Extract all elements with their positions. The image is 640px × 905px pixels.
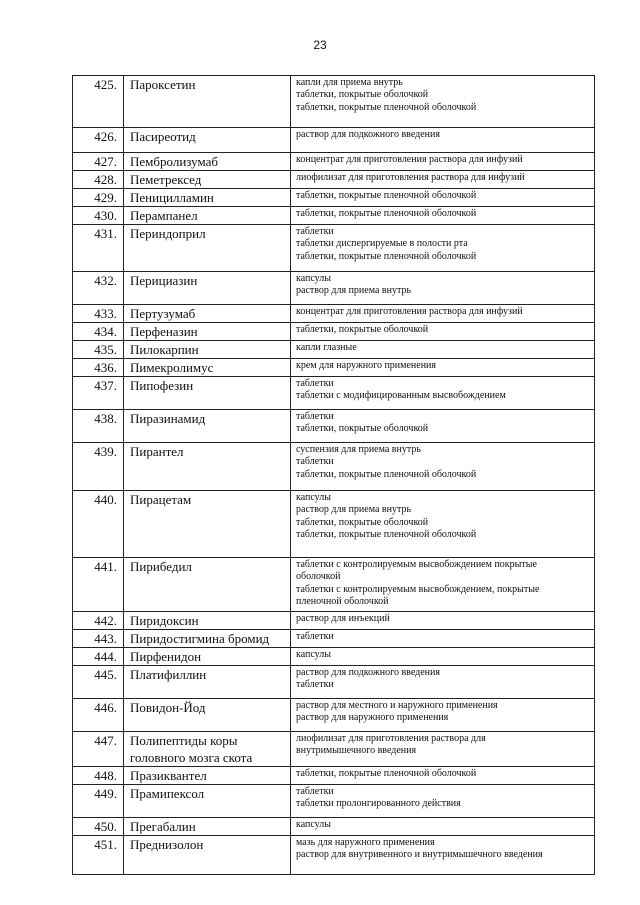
drug-name: Пеметрексед xyxy=(124,171,291,189)
table-row xyxy=(73,732,595,767)
dosage-forms-cell xyxy=(291,377,595,410)
table-row xyxy=(73,836,595,875)
dosage-forms-cell xyxy=(291,732,595,767)
drug-name: Пембролизумаб xyxy=(124,153,291,171)
dosage-form: таблетки xyxy=(296,456,334,468)
drug-name: Пирибедил xyxy=(124,558,291,612)
table-row xyxy=(73,558,595,612)
dosage-forms-cell xyxy=(291,558,595,612)
dosage-form: таблетки, покрытые пленочной оболочкой xyxy=(296,250,477,262)
dosage-form: таблетки диспергируемые в полости рта xyxy=(296,238,468,250)
dosage-forms-cell xyxy=(291,666,595,699)
row-number: 445. xyxy=(73,666,124,699)
dosage-form: таблетки, покрытые оболочкой xyxy=(296,516,429,528)
table-row xyxy=(73,305,595,323)
row-number: 425. xyxy=(73,76,124,128)
row-number: 437. xyxy=(73,377,124,410)
table-row xyxy=(73,410,595,443)
row-number: 449. xyxy=(73,785,124,818)
dosage-form: таблетки, покрытые оболочкой xyxy=(296,324,429,335)
row-number: 444. xyxy=(73,648,124,666)
dosage-form: таблетки с контролируемым высвобождением покрытые xyxy=(296,559,537,570)
drug-name: Пертузумаб xyxy=(124,305,291,323)
row-number: 442. xyxy=(73,612,124,630)
drug-name: Преднизолон xyxy=(124,836,291,875)
table-row xyxy=(73,630,595,648)
drug-name: Прегабалин xyxy=(124,818,291,836)
dosage-form: таблетки xyxy=(296,786,334,797)
drug-name: Пасиреотид xyxy=(124,128,291,153)
row-number: 451. xyxy=(73,836,124,875)
drug-name: Пеницилламин xyxy=(124,189,291,207)
drug-name: Перициазин xyxy=(124,272,291,305)
dosage-form: таблетки с контролируемым высвобождением, покрытые xyxy=(296,583,540,595)
dosage-form: пленочной оболочкой xyxy=(296,596,389,608)
table-row xyxy=(73,128,595,153)
drug-name: Пирацетам xyxy=(124,491,291,558)
page-number: 23 xyxy=(313,38,327,52)
row-number: 436. xyxy=(73,359,124,377)
dosage-form: лиофилизат для приготовления раствора для xyxy=(296,733,486,744)
row-number: 438. xyxy=(73,410,124,443)
dosage-form: капсулы xyxy=(296,649,331,660)
row-number: 435. xyxy=(73,341,124,359)
dosage-form: таблетки с модифицированным высвобождением xyxy=(296,390,506,402)
row-number: 439. xyxy=(73,443,124,491)
drug-name: Полипептиды коры головного мозга скота xyxy=(124,732,291,767)
drug-name: Перфеназин xyxy=(124,323,291,341)
dosage-forms-cell xyxy=(291,767,595,785)
row-number: 431. xyxy=(73,225,124,272)
dosage-form: внутримышечного введения xyxy=(296,745,417,757)
dosage-form: раствор для приема внутрь xyxy=(296,285,412,297)
table-row xyxy=(73,377,595,410)
dosage-form: таблетки, покрытые пленочной оболочкой xyxy=(296,190,477,201)
dosage-forms-cell xyxy=(291,225,595,272)
dosage-forms-cell xyxy=(291,699,595,732)
table-row xyxy=(73,699,595,732)
dosage-forms-cell xyxy=(291,359,595,377)
drug-name: Пиридостигмина бромид xyxy=(124,630,291,648)
table-row xyxy=(73,76,595,128)
dosage-form: таблетки, покрытые пленочной оболочкой xyxy=(296,768,477,779)
dosage-forms-cell xyxy=(291,272,595,305)
dosage-forms-cell xyxy=(291,171,595,189)
table-row xyxy=(73,359,595,377)
table-row xyxy=(73,225,595,272)
dosage-form: таблетки, покрытые пленочной оболочкой xyxy=(296,101,477,113)
row-number: 440. xyxy=(73,491,124,558)
dosage-form: таблетки, покрытые оболочкой xyxy=(296,89,429,101)
dosage-form: раствор для приема внутрь xyxy=(296,504,412,516)
table-row xyxy=(73,818,595,836)
drug-name: Платифиллин xyxy=(124,666,291,699)
row-number: 428. xyxy=(73,171,124,189)
drug-name: Пирфенидон xyxy=(124,648,291,666)
drug-name: Прамипексол xyxy=(124,785,291,818)
dosage-form: капсулы xyxy=(296,819,331,830)
table-row xyxy=(73,491,595,558)
row-number: 427. xyxy=(73,153,124,171)
drug-table xyxy=(72,75,595,875)
dosage-form: капли глазные xyxy=(296,342,357,353)
dosage-forms-cell xyxy=(291,189,595,207)
row-number: 447. xyxy=(73,732,124,767)
dosage-forms-cell xyxy=(291,341,595,359)
dosage-form: таблетки xyxy=(296,226,334,237)
dosage-form: таблетки xyxy=(296,411,334,422)
drug-name: Празиквантел xyxy=(124,767,291,785)
dosage-form: таблетки, покрытые оболочкой xyxy=(296,423,429,435)
drug-name: Пиразинамид xyxy=(124,410,291,443)
dosage-forms-cell xyxy=(291,836,595,875)
row-number: 441. xyxy=(73,558,124,612)
row-number: 446. xyxy=(73,699,124,732)
table-row xyxy=(73,767,595,785)
dosage-form: таблетки xyxy=(296,631,334,642)
dosage-forms-cell xyxy=(291,491,595,558)
dosage-form: раствор для наружного применения xyxy=(296,712,449,724)
table-row xyxy=(73,612,595,630)
row-number: 448. xyxy=(73,767,124,785)
row-number: 432. xyxy=(73,272,124,305)
drug-name: Пипофезин xyxy=(124,377,291,410)
dosage-form: раствор для внутривенного и внутримышечного введения xyxy=(296,849,543,861)
dosage-forms-cell xyxy=(291,207,595,225)
table-row xyxy=(73,323,595,341)
dosage-form: таблетки xyxy=(296,378,334,389)
row-number: 433. xyxy=(73,305,124,323)
table-row xyxy=(73,785,595,818)
drug-name: Перампанел xyxy=(124,207,291,225)
table-row xyxy=(73,341,595,359)
dosage-form: таблетки пролонгированного действия xyxy=(296,798,461,810)
table-row xyxy=(73,189,595,207)
dosage-forms-cell xyxy=(291,128,595,153)
table-row xyxy=(73,648,595,666)
drug-name: Повидон-Йод xyxy=(124,699,291,732)
table-row xyxy=(73,171,595,189)
dosage-forms-cell xyxy=(291,76,595,128)
dosage-form: таблетки xyxy=(296,679,334,691)
dosage-forms-cell xyxy=(291,648,595,666)
dosage-forms-cell xyxy=(291,410,595,443)
dosage-form: концентрат для приготовления раствора для инфузий xyxy=(296,306,523,317)
dosage-form: раствор для подкожного введения xyxy=(296,667,440,678)
dosage-forms-cell xyxy=(291,323,595,341)
drug-name: Пиридоксин xyxy=(124,612,291,630)
dosage-form: раствор для инъекций xyxy=(296,613,390,624)
drug-name: Пимекролимус xyxy=(124,359,291,377)
row-number: 443. xyxy=(73,630,124,648)
drug-name: Пилокарпин xyxy=(124,341,291,359)
dosage-form: концентрат для приготовления раствора для инфузий xyxy=(296,154,523,165)
dosage-forms-cell xyxy=(291,630,595,648)
dosage-form: капсулы xyxy=(296,273,331,284)
dosage-forms-cell xyxy=(291,785,595,818)
drug-name: Периндоприл xyxy=(124,225,291,272)
row-number: 429. xyxy=(73,189,124,207)
dosage-form: мазь для наружного применения xyxy=(296,837,435,848)
dosage-form: таблетки, покрытые пленочной оболочкой xyxy=(296,208,477,219)
dosage-form: крем для наружного применения xyxy=(296,360,437,371)
dosage-form: раствор для подкожного введения xyxy=(296,129,440,140)
dosage-form: лиофилизат для приготовления раствора для инфузий xyxy=(296,172,525,183)
dosage-forms-cell xyxy=(291,818,595,836)
row-number: 434. xyxy=(73,323,124,341)
table-row xyxy=(73,443,595,491)
table-row xyxy=(73,207,595,225)
dosage-forms-cell xyxy=(291,153,595,171)
row-number: 430. xyxy=(73,207,124,225)
dosage-forms-cell xyxy=(291,443,595,491)
dosage-form: капсулы xyxy=(296,492,331,503)
row-number: 426. xyxy=(73,128,124,153)
drug-name: Пирантел xyxy=(124,443,291,491)
dosage-forms-cell xyxy=(291,305,595,323)
table-row xyxy=(73,666,595,699)
table-row xyxy=(73,153,595,171)
table-row xyxy=(73,272,595,305)
row-number: 450. xyxy=(73,818,124,836)
dosage-form: капли для приема внутрь xyxy=(296,77,403,88)
dosage-forms-cell xyxy=(291,612,595,630)
dosage-form: оболочкой xyxy=(296,571,341,583)
dosage-form: таблетки, покрытые пленочной оболочкой xyxy=(296,529,477,541)
dosage-form: таблетки, покрытые пленочной оболочкой xyxy=(296,468,477,480)
drug-name: Пароксетин xyxy=(124,76,291,128)
dosage-form: раствор для местного и наружного применения xyxy=(296,700,498,711)
dosage-form: суспензия для приема внутрь xyxy=(296,444,421,455)
